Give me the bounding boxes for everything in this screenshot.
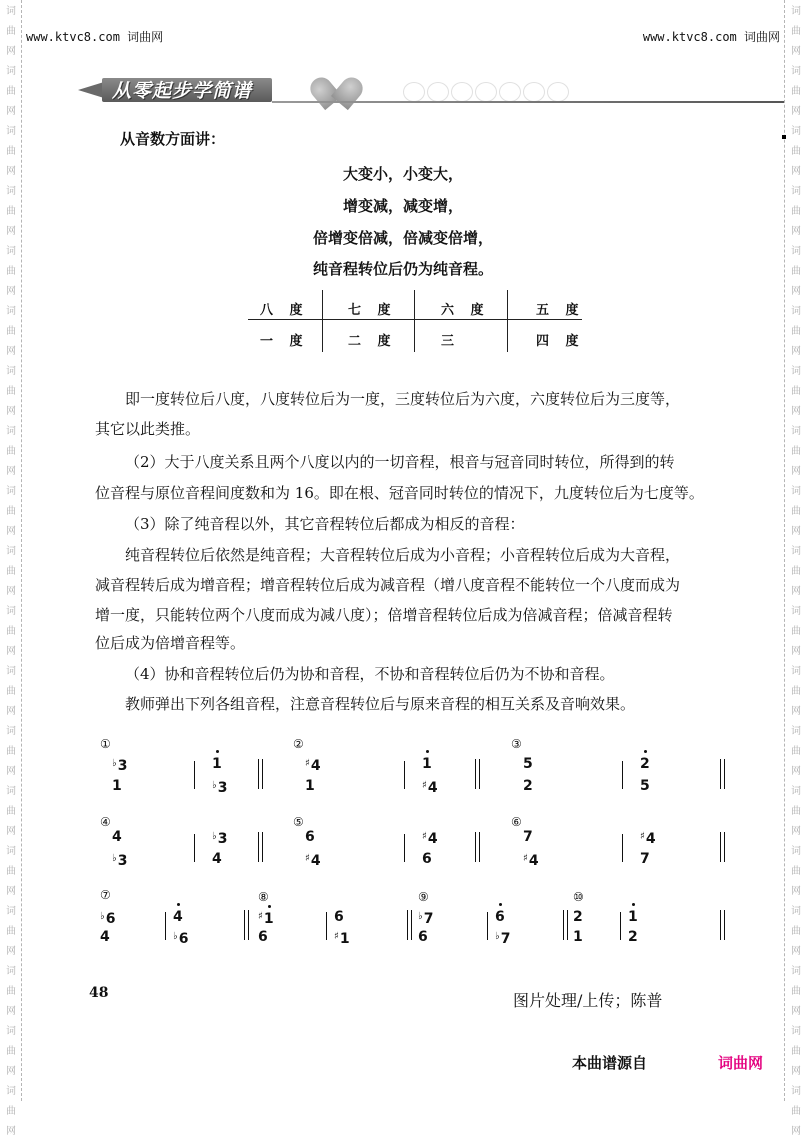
watermark-glyphs: 词 曲 网 xyxy=(6,546,16,597)
watermark-glyphs: 词 曲 网 xyxy=(791,246,801,297)
note: ♯4 xyxy=(305,758,321,774)
paragraph-line: 其它以此类推。 xyxy=(95,420,201,438)
double-barline xyxy=(258,759,263,789)
double-barline xyxy=(244,910,249,940)
paragraph-line: （3）除了纯音程以外，其它音程转位后都成为相反的音程： xyxy=(125,515,525,533)
table-cell: 六 度 xyxy=(441,303,484,318)
heart-plant-icon xyxy=(316,60,356,96)
barline xyxy=(622,834,623,862)
note: 7 xyxy=(640,851,650,867)
watermark-glyphs: 词 曲 网 xyxy=(791,726,801,777)
watermark-glyphs: 词 曲 网 xyxy=(791,126,801,177)
source-label: 本曲谱源自 xyxy=(572,1054,648,1072)
double-barline xyxy=(720,910,725,940)
note: ♯4 xyxy=(523,853,539,869)
note: 6 xyxy=(305,829,315,845)
watermark-glyphs: 词 曲 网 xyxy=(6,966,16,1017)
note: 7 xyxy=(523,829,533,845)
table-cell: 二 度 xyxy=(348,334,391,349)
header-url-left: www.ktvc8.com 词曲网 xyxy=(26,30,164,44)
degree-inversion-table xyxy=(248,290,582,352)
watermark-glyphs: 词 曲 网 xyxy=(6,846,16,897)
watermark-glyphs: 词 曲 网 xyxy=(6,726,16,777)
double-barline xyxy=(475,759,480,789)
banner-circle-decoration xyxy=(403,82,569,102)
barline xyxy=(620,912,621,940)
double-barline xyxy=(258,832,263,862)
exercise-number: ⑨ xyxy=(418,890,429,904)
watermark-glyphs: 词 曲 网 xyxy=(791,786,801,837)
table-cell: 一 度 xyxy=(260,334,303,349)
watermark-glyphs: 词 曲 网 xyxy=(791,966,801,1017)
note: 1 xyxy=(422,757,432,771)
exercise-number: ③ xyxy=(511,737,522,751)
book-banner xyxy=(78,66,784,106)
paragraph-line: 增一度，只能转位两个八度而成为减八度）；倍增音程转位后成为倍减音程；倍减音程转 xyxy=(95,606,673,624)
banner-arrow-icon xyxy=(78,82,104,98)
table-divider xyxy=(507,290,508,352)
note: 1 xyxy=(573,929,583,945)
barline xyxy=(326,912,327,940)
table-cell: 八 度 xyxy=(260,303,303,318)
barline xyxy=(404,761,405,789)
watermark-glyphs: 词 曲 网 xyxy=(791,426,801,477)
note: 6 xyxy=(258,929,268,945)
watermark-glyphs: 词 曲 网 xyxy=(6,1026,16,1077)
paragraph-line: （2）大于八度关系且两个八度以内的一切音程，根音与冠音同时转位，所得到的转 xyxy=(125,453,675,471)
watermark-glyphs: 词 曲 网 xyxy=(791,1026,801,1077)
note: ♭3 xyxy=(212,831,228,847)
banner-rule xyxy=(272,101,784,103)
table-cell: 七 度 xyxy=(348,303,391,318)
header-url-right: www.ktvc8.com 词曲网 xyxy=(642,30,780,44)
source-brand-link[interactable]: 词曲网 xyxy=(718,1054,764,1072)
note: ♭3 xyxy=(112,853,128,869)
note: ♯1 xyxy=(258,910,274,926)
watermark-glyphs: 词 曲 网 xyxy=(6,66,16,117)
note: 2 xyxy=(640,757,650,771)
watermark-glyphs: 词 曲 网 xyxy=(791,306,801,357)
watermark-glyphs: 词 曲 网 xyxy=(791,6,801,57)
double-barline xyxy=(407,910,412,940)
watermark-glyphs: 词 曲 网 xyxy=(6,246,16,297)
note: 2 xyxy=(628,929,638,945)
barline xyxy=(622,761,623,789)
note: 4 xyxy=(173,910,183,924)
note: 4 xyxy=(212,851,222,867)
note: 2 xyxy=(573,909,583,925)
table-divider xyxy=(322,290,323,352)
note: 2 xyxy=(523,778,533,794)
table-rule xyxy=(248,319,582,320)
exercise-number: ⑦ xyxy=(100,888,111,902)
note: 6 xyxy=(495,910,505,924)
exercise-number: ⑥ xyxy=(511,815,522,829)
double-barline xyxy=(720,759,725,789)
note: ♯4 xyxy=(305,853,321,869)
table-divider xyxy=(414,290,415,352)
section-heading: 从音数方面讲： xyxy=(120,130,226,148)
watermark-glyphs: 词 曲 网 xyxy=(6,1086,16,1137)
note: 1 xyxy=(112,778,122,794)
watermark-glyphs: 词 曲 网 xyxy=(6,126,16,177)
barline xyxy=(404,834,405,862)
paragraph-line: 位音程与原位音程间度数和为 16。即在根、冠音同时转位的情况下，九度转位后为七度等。 xyxy=(95,484,704,502)
exercise-number: ① xyxy=(100,737,111,751)
barline xyxy=(487,912,488,940)
double-barline xyxy=(720,832,725,862)
exercise-number: ④ xyxy=(100,815,111,829)
verse-line: 倍增变倍减，倍减变倍增， xyxy=(312,229,493,247)
watermark-glyphs: 词 曲 网 xyxy=(6,666,16,717)
paragraph-line: 减音程转后成为增音程；增音程转位后成为减音程（增八度音程不能转位一个八度而成为 xyxy=(95,576,681,594)
watermark-glyphs: 词 曲 网 xyxy=(6,6,16,57)
upload-credit: 图片处理/上传；陈普 xyxy=(513,991,663,1010)
watermark-glyphs: 词 曲 网 xyxy=(6,906,16,957)
note: 5 xyxy=(523,756,533,772)
watermark-glyphs: 词 曲 网 xyxy=(791,906,801,957)
exercise-number: ② xyxy=(293,737,304,751)
note: 4 xyxy=(112,829,122,845)
banner-title: 从零起步学简谱 xyxy=(112,80,253,102)
note: 1 xyxy=(212,757,222,771)
watermark-glyphs: 词 曲 网 xyxy=(791,486,801,537)
watermark-glyphs: 词 曲 网 xyxy=(6,306,16,357)
watermark-glyphs: 词 曲 网 xyxy=(6,186,16,237)
note: ♭7 xyxy=(495,931,511,947)
watermark-glyphs: 词 曲 网 xyxy=(791,1086,801,1137)
watermark-glyphs: 词 曲 网 xyxy=(6,426,16,477)
exercise-number: ⑩ xyxy=(573,890,584,904)
barline xyxy=(194,834,195,862)
note: ♯1 xyxy=(334,931,350,947)
table-cell: 五 度 xyxy=(536,303,579,318)
note: ♯4 xyxy=(640,831,656,847)
table-cell: 四 度 xyxy=(536,334,579,349)
note: 1 xyxy=(305,778,315,794)
note: ♭3 xyxy=(212,780,228,796)
note: ♭6 xyxy=(100,911,116,927)
note: ♭6 xyxy=(173,931,189,947)
exercise-number: ⑧ xyxy=(258,890,269,904)
note: ♭3 xyxy=(112,758,128,774)
watermark-glyphs: 词 曲 网 xyxy=(791,546,801,597)
watermark-glyphs: 词 曲 网 xyxy=(791,666,801,717)
table-cell: 三 xyxy=(441,334,455,349)
watermark-glyphs: 词 曲 网 xyxy=(791,366,801,417)
paragraph-line: （4）协和音程转位后仍为协和音程，不协和音程转位后仍为不协和音程。 xyxy=(125,665,615,683)
verse-line: 增变减，减变增， xyxy=(342,197,463,215)
note: 6 xyxy=(334,909,344,925)
watermark-glyphs: 词 曲 网 xyxy=(6,606,16,657)
watermark-glyphs: 词 曲 网 xyxy=(6,366,16,417)
watermark-glyphs: 词 曲 网 xyxy=(6,486,16,537)
note: 5 xyxy=(640,778,650,794)
watermark-glyphs: 词 曲 网 xyxy=(791,846,801,897)
paragraph-line: 纯音程转位后依然是纯音程；大音程转位后成为小音程；小音程转位后成为大音程， xyxy=(125,546,681,564)
note: ♭7 xyxy=(418,911,434,927)
double-barline xyxy=(475,832,480,862)
paragraph-line: 即一度转位后八度，八度转位后为一度，三度转位后为六度，六度转位后为三度等， xyxy=(125,390,681,408)
note: 4 xyxy=(100,929,110,945)
exercise-number: ⑤ xyxy=(293,815,304,829)
note: ♯4 xyxy=(422,831,438,847)
note: 1 xyxy=(628,910,638,924)
double-barline xyxy=(563,910,568,940)
note: 6 xyxy=(418,929,428,945)
watermark-glyphs: 词 曲 网 xyxy=(791,186,801,237)
barline xyxy=(165,912,166,940)
note: 6 xyxy=(422,851,432,867)
watermark-glyphs: 词 曲 网 xyxy=(791,66,801,117)
paragraph-line: 位后成为倍增音程等。 xyxy=(95,634,246,652)
note: ♯4 xyxy=(422,780,438,796)
paragraph-line: 教师弹出下列各组音程，注意音程转位后与原来音程的相互关系及音响效果。 xyxy=(125,695,636,713)
barline xyxy=(194,761,195,789)
verse-line: 大变小，小变大， xyxy=(342,165,463,183)
verse-line: 纯音程转位后仍为纯音程。 xyxy=(312,260,493,278)
watermark-glyphs: 词 曲 网 xyxy=(791,606,801,657)
watermark-glyphs: 词 曲 网 xyxy=(6,786,16,837)
page-number: 48 xyxy=(89,985,109,1001)
